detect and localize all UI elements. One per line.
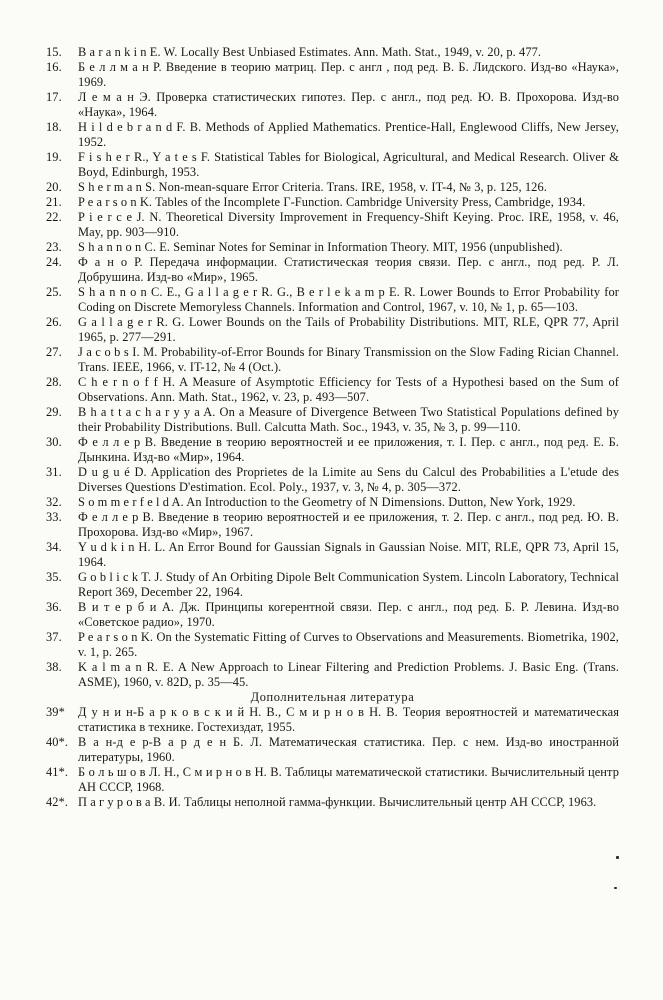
entry-text: Ф е л л е р В. Введение в теорию вероятностей и ее приложения, т. 2. Пер. с англ., под ред. Ю. В. Прохорова. Изд-во «Мир», 1967. <box>78 510 619 539</box>
entry-text: G a l l a g e r R. G. Lower Bounds on the Tails of Probability Distributions. MIT, RLE, QPR 77, April 1965, p. 277—291. <box>78 315 619 344</box>
entry-text: B a r a n k i n E. W. Locally Best Unbiased Estimates. Ann. Math. Stat., 1949, v. 20, p. 477. <box>78 45 542 59</box>
reference-entry <box>46 630 619 660</box>
entry-text: В а н-д е р-В а р д е н Б. Л. Математическая статистика. Пер. с нем. Изд-во иностранной литературы, 1960. <box>78 735 619 764</box>
reference-entry <box>46 600 619 630</box>
entry-number: 35. <box>46 570 62 584</box>
entry-number: 21. <box>46 195 62 209</box>
reference-entry <box>46 60 619 90</box>
entry-text: S h a n n o n C. E., G a l l a g e r R. G., B e r l e k a m p E. R. Lower Bounds to Error Probability for Coding on Discrete Memoryless Channels. Information and Control, 1967, v. 10, № 1, p. 65—103. <box>78 285 619 314</box>
reference-entry <box>46 195 619 210</box>
entry-text: K a l m a n R. E. A New Approach to Linear Filtering and Prediction Problems. J. Basic Eng. (Trans. ASME), 1960, v. 82D, p. 35—45. <box>78 660 619 689</box>
entry-number: 16. <box>46 60 62 74</box>
entry-number: 36. <box>46 600 62 614</box>
entry-text: G o b l i c k T. J. Study of An Orbiting Dipole Belt Communication System. Lincoln Laboratory, Technical Report 369, December 22, 1964. <box>78 570 619 599</box>
scan-speck <box>616 856 619 859</box>
entry-text: Д у н и н-Б а р к о в с к и й Н. В., С м и р н о в Н. В. Теория вероятностей и математическая статистика в технике. Гостехиздат, 1955. <box>78 705 619 734</box>
reference-list <box>46 45 619 810</box>
reference-entry <box>46 495 619 510</box>
entry-number: 39* <box>46 705 65 719</box>
entry-number: 42*. <box>46 795 69 809</box>
entry-text: C h e r n o f f H. A Measure of Asymptotic Efficiency for Tests of a Hypothesi based on the Sum of Observations. Ann. Math. Stat., 1962, v. 23, p. 493—507. <box>78 375 619 404</box>
entry-number: 40*. <box>46 735 69 749</box>
entry-text: В и т е р б и А. Дж. Принципы когерентной связи. Пер. с англ., под ред. Б. Р. Левина. Изд-во «Советское радио», 1970. <box>78 600 619 629</box>
entry-number: 41*. <box>46 765 69 779</box>
reference-entry <box>46 345 619 375</box>
entry-text: F i s h e r R., Y a t e s F. Statistical Tables for Biological, Agricultural, and Medical Research. Oliver & Boyd, Edinburgh, 1953. <box>78 150 619 179</box>
entry-number: 15. <box>46 45 62 59</box>
entry-number: 23. <box>46 240 62 254</box>
reference-entry <box>46 660 619 690</box>
reference-entry <box>46 570 619 600</box>
entry-number: 30. <box>46 435 62 449</box>
entry-number: 34. <box>46 540 62 554</box>
reference-entry <box>46 285 619 315</box>
entry-number: 22. <box>46 210 62 224</box>
reference-entry <box>46 435 619 465</box>
entry-text: Б о л ь ш о в Л. Н., С м и р н о в Н. В. Таблицы математической статистики. Вычислительный центр АН СССР, 1968. <box>78 765 619 794</box>
reference-entry <box>46 375 619 405</box>
entry-text: Ф е л л е р В. Введение в теорию вероятностей и ее приложения, т. I. Пер. с англ., под ред. Е. Б. Дынкина. Изд-во «Мир», 1964. <box>78 435 619 464</box>
entry-text: П а г у р о в а В. И. Таблицы неполной гамма-функции. Вычислительный центр АН СССР, 1963. <box>78 795 597 809</box>
reference-entry <box>46 90 619 120</box>
entry-text: S h e r m a n S. Non-mean-square Error Criteria. Trans. IRE, 1958, v. IT-4, № 3, p. 125, 126. <box>78 180 547 194</box>
entry-number: 17. <box>46 90 62 104</box>
reference-entry <box>46 540 619 570</box>
reference-entry <box>46 210 619 240</box>
entry-number: 33. <box>46 510 62 524</box>
reference-entry <box>46 705 619 735</box>
entry-number: 20. <box>46 180 62 194</box>
entry-number: 37. <box>46 630 62 644</box>
reference-entry <box>46 255 619 285</box>
reference-entry <box>46 465 619 495</box>
entry-text: Ф а н о Р. Передача информации. Статистическая теория связи. Пер. с англ., под ред. Р. Л. Добрушина. Изд-во «Мир», 1965. <box>78 255 619 284</box>
entry-number: 32. <box>46 495 62 509</box>
entry-number: 19. <box>46 150 62 164</box>
entry-text: Б е л л м а н Р. Введение в теорию матриц. Пер. с англ , под ред. В. Б. Лидского. Изд-во «Наука», 1969. <box>78 60 619 89</box>
entry-text: S o m m e r f e l d A. An Introduction to the Geometry of N Dimensions. Dutton, New York, 1929. <box>78 495 576 509</box>
entry-text: D u g u é D. Application des Proprietes de la Limite au Sens du Calcul des Probabilities a L'etude des Diverses Questions D'estimation. Ecol. Poly., 1937, v. 3, № 4, p. 305—372. <box>78 465 619 494</box>
entry-number: 24. <box>46 255 62 269</box>
reference-entry <box>46 45 619 60</box>
entry-text: P i e r c e J. N. Theoretical Diversity Improvement in Frequency-Shift Keying. Proc. IRE, 1958, v. 46, May, pp. 903—910. <box>78 210 619 239</box>
entry-number: 25. <box>46 285 62 299</box>
entry-text: Y u d k i n H. L. An Error Bound for Gaussian Signals in Gaussian Noise. MIT, RLE, QPR 73, April 15, 1964. <box>78 540 619 569</box>
reference-entry <box>46 765 619 795</box>
entry-text: P e a r s o n K. Tables of the Incomplete Γ-Function. Cambridge University Press, Cambridge, 1934. <box>78 195 586 209</box>
reference-entry <box>46 315 619 345</box>
reference-entry <box>46 180 619 195</box>
entry-text: P e a r s o n K. On the Systematic Fitting of Curves to Observations and Measurements. Biometrika, 1902, v. 1, p. 265. <box>78 630 619 659</box>
reference-entry <box>46 240 619 255</box>
entry-text: H i l d e b r a n d F. B. Methods of Applied Mathematics. Prentice-Hall, Englewood Cliffs, New Jersey, 1952. <box>78 120 619 149</box>
reference-entry <box>46 735 619 765</box>
entry-text: Л е м а н Э. Проверка статистических гипотез. Пер. с англ., под ред. Ю. В. Прохорова. Изд-во «Наука», 1964. <box>78 90 619 119</box>
scan-speck <box>614 887 617 889</box>
reference-entry <box>46 120 619 150</box>
reference-entry <box>46 510 619 540</box>
entry-number: 31. <box>46 465 62 479</box>
entry-text: J a c o b s I. M. Probability-of-Error Bounds for Binary Transmission on the Slow Fading Rician Channel. Trans. IEEE, 1966, v. IT-12, № 4 (Oct.). <box>78 345 619 374</box>
entry-number: 26. <box>46 315 62 329</box>
reference-entry <box>46 405 619 435</box>
entry-number: 28. <box>46 375 62 389</box>
entry-text: B h a t t a c h a r y y a A. On a Measure of Divergence Between Two Statistical Populations defined by their Probability Distributions. Bull. Calcutta Math. Soc., 1943, v. 35, № 3, p. 99—110. <box>78 405 619 434</box>
entry-number: 18. <box>46 120 62 134</box>
entry-number: 29. <box>46 405 62 419</box>
section-heading: Дополнительная литература <box>250 690 415 704</box>
reference-entry <box>46 150 619 180</box>
entry-number: 38. <box>46 660 62 674</box>
entry-text: S h a n n o n C. E. Seminar Notes for Seminar in Information Theory. MIT, 1956 (unpublished). <box>78 240 563 254</box>
reference-entry <box>46 795 619 810</box>
entry-number: 27. <box>46 345 62 359</box>
